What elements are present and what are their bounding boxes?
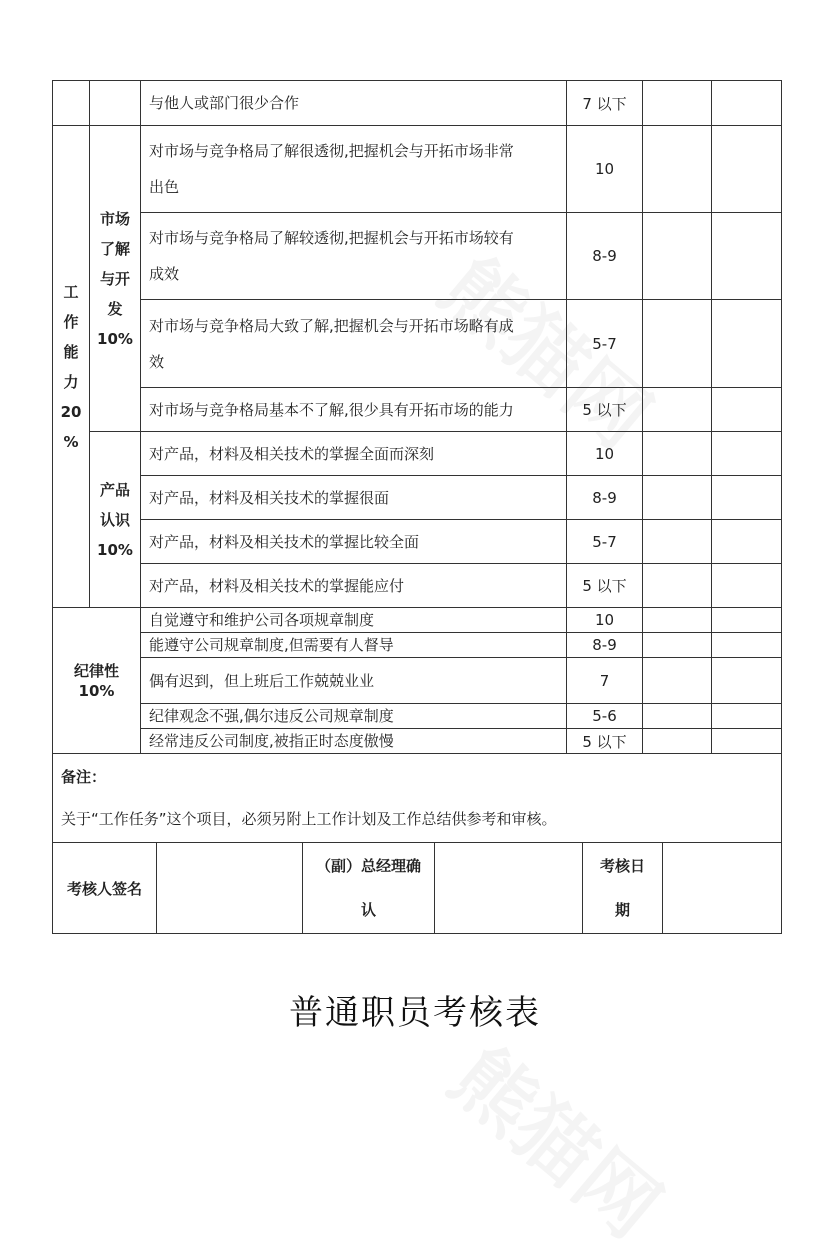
score-cell: 8-9 — [567, 633, 643, 658]
review-score-cell — [712, 704, 782, 729]
criterion-cell: 自觉遵守和维护公司各项规章制度 — [141, 608, 567, 633]
signoff-row — [53, 843, 782, 934]
review-score-cell — [712, 608, 782, 633]
subcategory-product: 产品 认识 10% — [90, 432, 141, 608]
criterion-cell: 偶有迟到，但上班后工作兢兢业业 — [141, 658, 567, 704]
self-score-cell — [643, 300, 712, 388]
self-score-cell — [643, 476, 712, 520]
review-score-cell — [712, 729, 782, 754]
category-work-ability: 工 作 能 力 20 % — [53, 126, 90, 608]
score-cell: 7 以下 — [567, 81, 643, 126]
criterion-cell: 对市场与竞争格局了解较透彻,把握机会与开拓市场较有 成效 — [141, 213, 567, 300]
self-score-cell — [643, 81, 712, 126]
table-row — [53, 126, 782, 213]
review-score-cell — [712, 300, 782, 388]
self-score-cell — [643, 658, 712, 704]
table-row — [53, 388, 782, 432]
table-row — [53, 704, 782, 729]
notes-row — [53, 754, 782, 843]
score-cell: 8-9 — [567, 476, 643, 520]
reviewer-sign-field[interactable] — [157, 843, 303, 934]
review-score-cell — [712, 658, 782, 704]
page-title: 普通职员考核表 — [289, 993, 541, 1033]
review-score-cell — [712, 81, 782, 126]
criterion-cell: 对产品，材料及相关技术的掌握能应付 — [141, 564, 567, 608]
evaluation-sheet — [52, 80, 782, 934]
review-score-cell — [712, 564, 782, 608]
table-row — [53, 520, 782, 564]
self-score-cell — [643, 633, 712, 658]
score-cell: 5 以下 — [567, 729, 643, 754]
review-score-cell — [712, 633, 782, 658]
criterion-cell: 对市场与竞争格局大致了解,把握机会与开拓市场略有成 效 — [141, 300, 567, 388]
notes-text: 关于“工作任务”这个项目，必须另附上工作计划及工作总结供参考和审核。 — [61, 810, 557, 828]
review-score-cell — [712, 520, 782, 564]
criterion-cell: 对市场与竞争格局了解很透彻,把握机会与开拓市场非常 出色 — [141, 126, 567, 213]
criterion-cell: 与他人或部门很少合作 — [141, 81, 567, 126]
score-cell: 5-7 — [567, 520, 643, 564]
score-cell: 5 以下 — [567, 564, 643, 608]
category-discipline: 纪律性 10% — [53, 608, 141, 754]
notes-title: 备注： — [61, 768, 107, 786]
self-score-cell — [643, 388, 712, 432]
evaluation-table — [52, 80, 782, 843]
signoff-table — [52, 842, 782, 934]
review-score-cell — [712, 213, 782, 300]
score-cell: 8-9 — [567, 213, 643, 300]
score-cell: 7 — [567, 658, 643, 704]
score-cell: 5 以下 — [567, 388, 643, 432]
table-row — [53, 729, 782, 754]
subcategory-market: 市场 了解 与开 发 10% — [90, 126, 141, 432]
review-score-cell — [712, 388, 782, 432]
self-score-cell — [643, 564, 712, 608]
review-score-cell — [712, 476, 782, 520]
table-row — [53, 564, 782, 608]
review-date-label: 考核日 期 — [583, 843, 663, 934]
score-cell: 5-6 — [567, 704, 643, 729]
criterion-cell: 对产品，材料及相关技术的掌握很面 — [141, 476, 567, 520]
review-score-cell — [712, 432, 782, 476]
review-score-cell — [712, 126, 782, 213]
gm-confirm-label: （副）总经理确 认 — [303, 843, 435, 934]
self-score-cell — [643, 432, 712, 476]
table-row — [53, 300, 782, 388]
self-score-cell — [643, 704, 712, 729]
score-cell: 10 — [567, 608, 643, 633]
table-row — [53, 658, 782, 704]
criterion-cell: 经常违反公司制度,被指正时态度傲慢 — [141, 729, 567, 754]
notes-cell — [53, 754, 782, 843]
criterion-cell: 对产品，材料及相关技术的掌握全面而深刻 — [141, 432, 567, 476]
self-score-cell — [643, 213, 712, 300]
score-cell: 10 — [567, 432, 643, 476]
table-row — [53, 476, 782, 520]
score-cell: 10 — [567, 126, 643, 213]
criterion-cell: 纪律观念不强,偶尔违反公司规章制度 — [141, 704, 567, 729]
criterion-cell: 对产品，材料及相关技术的掌握比较全面 — [141, 520, 567, 564]
table-row — [53, 608, 782, 633]
reviewer-sign-label: 考核人签名 — [53, 843, 157, 934]
review-date-field[interactable] — [663, 843, 782, 934]
gm-confirm-field[interactable] — [435, 843, 583, 934]
table-row — [53, 432, 782, 476]
self-score-cell — [643, 126, 712, 213]
self-score-cell — [643, 520, 712, 564]
table-row — [53, 213, 782, 300]
table-row — [53, 81, 782, 126]
criterion-cell: 能遵守公司规章制度,但需要有人督导 — [141, 633, 567, 658]
score-cell: 5-7 — [567, 300, 643, 388]
watermark — [431, 1016, 689, 1258]
self-score-cell — [643, 729, 712, 754]
self-score-cell — [643, 608, 712, 633]
table-row — [53, 633, 782, 658]
criterion-cell: 对市场与竞争格局基本不了解,很少具有开拓市场的能力 — [141, 388, 567, 432]
